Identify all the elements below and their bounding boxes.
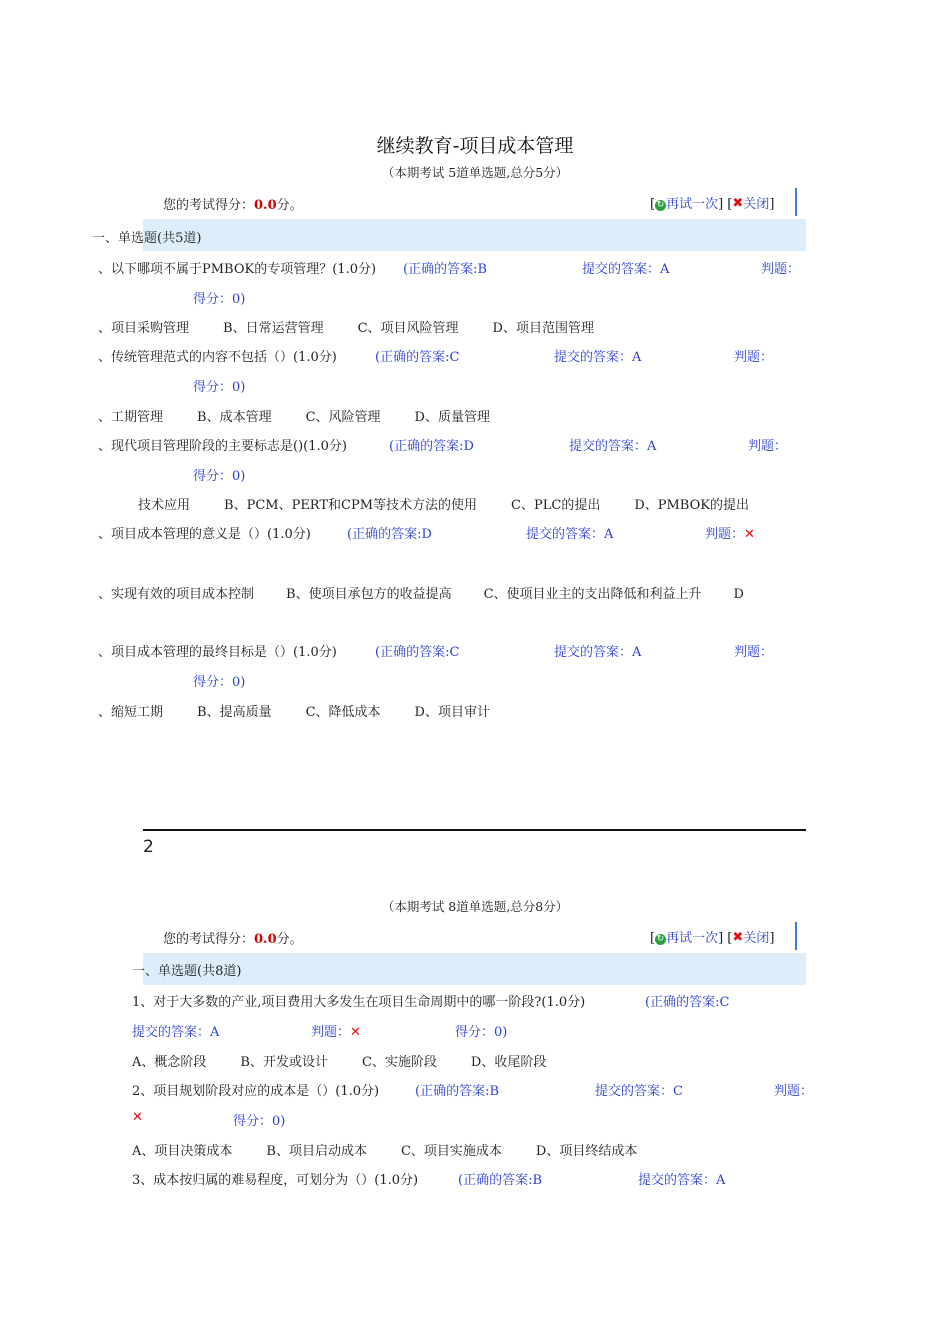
option-a[interactable]: 、实现有效的项目成本控制 <box>98 587 255 602</box>
score-value: 0.0 <box>254 932 277 947</box>
option-a[interactable]: 、项目采购管理 <box>98 321 190 336</box>
section-title: 一、单选题(共5道) <box>92 231 202 246</box>
option-d[interactable]: D、PMBOK的提出 <box>634 498 749 513</box>
option-list <box>132 1140 671 1159</box>
close-icon: ✖ <box>732 196 744 211</box>
option-c[interactable]: C、风险管理 <box>305 410 381 425</box>
refresh-icon: ↻ <box>656 200 665 210</box>
option-b[interactable]: B、日常运营管理 <box>223 321 324 336</box>
question-score: 得分：0) <box>233 1114 286 1129</box>
action-bar: [ ↻ 再试一次] [✖关闭] <box>650 930 775 946</box>
option-b[interactable]: B、PCM、PERT和CPM等技术方法的使用 <box>224 498 478 513</box>
section-header-band <box>143 953 806 985</box>
divider-bar <box>795 188 797 216</box>
exam-subtitle: （本期考试 5道单选题,总分5分） <box>381 165 569 180</box>
question-text: 1、对于大多数的产业,项目费用大多发生在项目生命周期中的哪一阶段?(1.0分) <box>132 995 586 1010</box>
question-score: 得分：0) <box>455 1025 508 1040</box>
judge-label: 判题：✕ <box>311 1025 361 1040</box>
option-d[interactable]: D、项目范围管理 <box>492 321 594 336</box>
submitted-answer: 提交的答案：C <box>595 1084 683 1099</box>
correct-answer: (正确的答案:C <box>375 350 460 365</box>
option-list <box>138 494 783 513</box>
judge-label: 判题：✕ <box>705 527 755 542</box>
score-value: 0.0 <box>254 198 277 213</box>
option-d[interactable]: D、项目终结成本 <box>535 1144 638 1159</box>
option-d[interactable]: D、质量管理 <box>414 410 490 425</box>
correct-answer: (正确的答案:B <box>403 262 488 277</box>
page-number: 2 <box>143 837 154 857</box>
option-c[interactable]: C、项目风险管理 <box>357 321 459 336</box>
option-b[interactable]: B、提高质量 <box>197 705 272 720</box>
option-a[interactable]: 技术应用 <box>138 498 191 513</box>
option-a[interactable]: A、项目决策成本 <box>132 1144 233 1159</box>
correct-answer: (正确的答案:B <box>415 1084 500 1099</box>
question-text: 、项目成本管理的最终目标是（）(1.0分) <box>98 645 337 660</box>
question-text: 、项目成本管理的意义是（）(1.0分) <box>98 527 311 542</box>
submitted-answer: 提交的答案：A <box>569 439 657 454</box>
action-bar: [ ↻ 再试一次] [✖关闭] <box>650 196 775 212</box>
score-line <box>163 194 303 213</box>
option-list <box>98 317 628 336</box>
judge-label: 判题： <box>774 1084 814 1099</box>
option-list <box>98 701 524 720</box>
submitted-answer: 提交的答案：A <box>526 527 614 542</box>
wrong-mark-icon: ✕ <box>350 1025 361 1040</box>
wrong-mark-icon: ✕ <box>744 527 755 542</box>
wrong-mark-icon: ✕ <box>132 1110 143 1125</box>
retry-button[interactable]: ↻ 再试一次 <box>656 931 719 946</box>
option-d[interactable]: D、项目审计 <box>414 705 490 720</box>
option-list <box>98 583 744 602</box>
judge-label: 判题： <box>761 262 801 277</box>
question-score: 得分：0) <box>193 380 246 395</box>
option-a[interactable]: A、概念阶段 <box>132 1055 207 1070</box>
option-a[interactable]: 、缩短工期 <box>98 705 164 720</box>
submitted-answer: 提交的答案：A <box>554 645 642 660</box>
option-b[interactable]: B、项目启动成本 <box>266 1144 367 1159</box>
score-prefix: 您的考试得分： <box>163 198 255 213</box>
section-title: 一、单选题(共8道) <box>132 964 242 979</box>
question-text: 3、成本按归属的难易程度，可划分为（）(1.0分) <box>132 1173 419 1188</box>
question-text: 、现代项目管理阶段的主要标志是()(1.0分) <box>98 439 347 454</box>
option-list <box>98 406 524 425</box>
question-score: 得分：0) <box>193 292 246 307</box>
exam-subtitle: （本期考试 8道单选题,总分8分） <box>381 899 569 914</box>
close-button[interactable]: ✖关闭 <box>732 196 770 212</box>
option-c[interactable]: C、PLC的提出 <box>511 498 601 513</box>
question-score: 得分：0) <box>193 675 246 690</box>
score-suffix: 分。 <box>276 198 303 213</box>
correct-answer: (正确的答案:B <box>458 1173 543 1188</box>
option-d[interactable]: D <box>733 587 744 602</box>
option-c[interactable]: C、使项目业主的支出降低和利益上升 <box>483 587 702 602</box>
option-d[interactable]: D、收尾阶段 <box>470 1055 547 1070</box>
option-b[interactable]: B、开发或设计 <box>240 1055 328 1070</box>
page-divider <box>143 829 806 831</box>
score-suffix: 分。 <box>276 932 303 947</box>
divider-bar <box>795 922 797 950</box>
question-text: 2、项目规划阶段对应的成本是（）(1.0分) <box>132 1084 380 1099</box>
correct-answer: (正确的答案:C <box>375 645 460 660</box>
option-c[interactable]: C、实施阶段 <box>361 1055 437 1070</box>
question-text: 、传统管理范式的内容不包括（）(1.0分) <box>98 350 337 365</box>
correct-answer: (正确的答案:C <box>645 995 730 1010</box>
submitted-answer: 提交的答案：A <box>638 1173 726 1188</box>
score-prefix: 您的考试得分： <box>163 932 255 947</box>
question-score: 得分：0) <box>193 469 246 484</box>
score-line <box>163 928 303 947</box>
close-button[interactable]: ✖关闭 <box>732 930 770 946</box>
judge-label: 判题： <box>734 645 774 660</box>
judge-label: 判题： <box>734 350 774 365</box>
correct-answer: (正确的答案:D <box>389 439 474 454</box>
question-text: 、以下哪项不属于PMBOK的专项管理？(1.0分) <box>98 262 377 277</box>
option-c[interactable]: C、项目实施成本 <box>400 1144 502 1159</box>
close-icon: ✖ <box>732 930 744 945</box>
section-header-band <box>143 219 806 251</box>
option-b[interactable]: B、使项目承包方的收益提高 <box>286 587 452 602</box>
option-a[interactable]: 、工期管理 <box>98 410 164 425</box>
page-title: 继续教育-项目成本管理 <box>376 135 574 157</box>
option-list <box>132 1051 580 1070</box>
submitted-answer: 提交的答案：A <box>132 1025 220 1040</box>
option-b[interactable]: B、成本管理 <box>197 410 272 425</box>
judge-label: 判题： <box>748 439 788 454</box>
submitted-answer: 提交的答案：A <box>554 350 642 365</box>
refresh-icon: ↻ <box>656 934 665 944</box>
correct-answer: (正确的答案:D <box>347 527 432 542</box>
submitted-answer: 提交的答案：A <box>582 262 670 277</box>
option-c[interactable]: C、降低成本 <box>305 705 381 720</box>
retry-button[interactable]: ↻ 再试一次 <box>656 197 719 212</box>
